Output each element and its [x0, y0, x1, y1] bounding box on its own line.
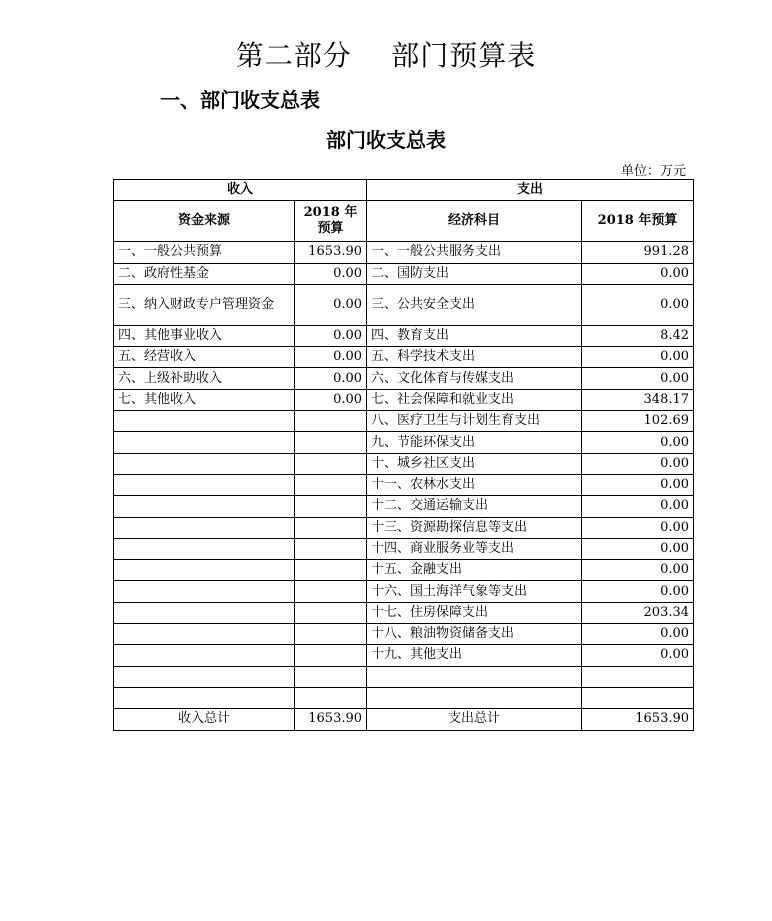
income-budget-cell — [295, 645, 367, 666]
income-source-cell — [114, 624, 295, 645]
expense-item-cell: 四、教育支出 — [367, 325, 582, 346]
expense-budget-cell: 991.28 — [582, 242, 694, 263]
income-budget-cell: 0.00 — [295, 325, 367, 346]
table-row — [114, 432, 694, 453]
income-budget-cell — [295, 432, 367, 453]
expense-budget-cell: 0.00 — [582, 560, 694, 581]
income-budget-cell — [295, 666, 367, 687]
income-source-cell — [114, 411, 295, 432]
expense-budget-cell: 0.00 — [582, 538, 694, 559]
expense-item-cell: 十七、住房保障支出 — [367, 602, 582, 623]
table-row — [114, 666, 694, 687]
table-row — [114, 581, 694, 602]
table-row — [114, 453, 694, 474]
table-row — [114, 645, 694, 666]
expense-item-cell: 八、医疗卫生与计划生育支出 — [367, 411, 582, 432]
expense-item-cell: 一、一般公共服务支出 — [367, 242, 582, 263]
expense-budget-cell: 0.00 — [582, 263, 694, 284]
table-row — [114, 624, 694, 645]
expense-item-cell: 十、城乡社区支出 — [367, 453, 582, 474]
expense-budget-cell: 8.42 — [582, 325, 694, 346]
table-row — [114, 411, 694, 432]
income-source-cell — [114, 432, 295, 453]
income-budget-cell: 0.00 — [295, 347, 367, 368]
income-source-cell — [114, 496, 295, 517]
income-budget-cell — [295, 687, 367, 708]
expense-item-cell: 十八、粮油物资储备支出 — [367, 624, 582, 645]
totals-row — [114, 709, 694, 730]
expense-budget-cell: 0.00 — [582, 624, 694, 645]
part-title: 第二部分 部门预算表 — [235, 39, 537, 72]
table-row — [114, 687, 694, 708]
income-source-cell: 六、上级补助收入 — [114, 368, 295, 389]
income-source-cell — [114, 517, 295, 538]
expense-item-cell: 三、公共安全支出 — [367, 284, 582, 325]
income-budget-cell: 0.00 — [295, 368, 367, 389]
income-source-header: 资金来源 — [114, 201, 295, 242]
expense-total-value: 1653.90 — [582, 709, 694, 730]
expense-item-cell: 七、社会保障和就业支出 — [367, 389, 582, 410]
income-source-cell — [114, 666, 295, 687]
income-total-value: 1653.90 — [295, 709, 367, 730]
income-budget-cell: 0.00 — [295, 389, 367, 410]
expense-item-cell: 五、科学技术支出 — [367, 347, 582, 368]
table-row — [114, 325, 694, 346]
table-row — [114, 242, 694, 263]
expense-budget-cell: 0.00 — [582, 645, 694, 666]
income-source-cell — [114, 560, 295, 581]
expense-budget-cell — [582, 666, 694, 687]
table-row — [114, 560, 694, 581]
income-budget-cell — [295, 581, 367, 602]
income-budget-cell: 1653.90 — [295, 242, 367, 263]
expense-budget-cell: 203.34 — [582, 602, 694, 623]
expense-item-cell: 六、文化体育与传媒支出 — [367, 368, 582, 389]
income-source-cell — [114, 645, 295, 666]
expense-item-cell: 十五、金融支出 — [367, 560, 582, 581]
income-source-cell — [114, 602, 295, 623]
table-title: 部门收支总表 — [326, 128, 446, 152]
budget-table — [113, 179, 694, 731]
expense-item-cell — [367, 687, 582, 708]
expense-budget-cell: 0.00 — [582, 284, 694, 325]
income-budget-cell: 0.00 — [295, 284, 367, 325]
income-source-cell: 四、其他事业收入 — [114, 325, 295, 346]
expense-item-cell: 十九、其他支出 — [367, 645, 582, 666]
expense-budget-header: 2018 年预算 — [582, 201, 694, 242]
table-row — [114, 474, 694, 495]
expense-item-cell: 二、国防支出 — [367, 263, 582, 284]
income-source-cell — [114, 453, 295, 474]
expense-item-cell: 十一、农林水支出 — [367, 474, 582, 495]
income-budget-cell — [295, 496, 367, 517]
table-body — [114, 242, 694, 709]
income-budget-cell — [295, 560, 367, 581]
expense-item-cell: 十四、商业服务业等支出 — [367, 538, 582, 559]
income-budget-cell: 0.00 — [295, 263, 367, 284]
table-row — [114, 517, 694, 538]
expense-budget-cell: 0.00 — [582, 347, 694, 368]
expense-budget-cell: 348.17 — [582, 389, 694, 410]
income-budget-cell — [295, 538, 367, 559]
income-budget-cell — [295, 453, 367, 474]
income-total-label: 收入总计 — [114, 709, 295, 730]
expense-budget-cell: 0.00 — [582, 474, 694, 495]
income-source-cell: 一、一般公共预算 — [114, 242, 295, 263]
expense-budget-cell: 0.00 — [582, 368, 694, 389]
unit-label: 单位：万元 — [620, 164, 686, 179]
expense-budget-cell: 0.00 — [582, 453, 694, 474]
income-source-cell — [114, 581, 295, 602]
expense-budget-cell: 0.00 — [582, 432, 694, 453]
table-row — [114, 496, 694, 517]
income-budget-header: 2018 年预算 — [295, 201, 367, 242]
expense-total-label: 支出总计 — [367, 709, 582, 730]
expense-item-header: 经济科目 — [367, 201, 582, 242]
expense-item-cell: 十三、资源勘探信息等支出 — [367, 517, 582, 538]
income-source-cell — [114, 687, 295, 708]
table-row — [114, 368, 694, 389]
section-title: 一、部门收支总表 — [160, 88, 320, 112]
income-source-cell: 七、其他收入 — [114, 389, 295, 410]
table-row — [114, 538, 694, 559]
expense-budget-cell: 0.00 — [582, 517, 694, 538]
table-row — [114, 602, 694, 623]
income-budget-cell — [295, 517, 367, 538]
income-source-cell: 三、纳入财政专户管理资金 — [114, 284, 295, 325]
income-source-cell: 二、政府性基金 — [114, 263, 295, 284]
income-source-cell — [114, 474, 295, 495]
income-header: 收入 — [114, 180, 367, 201]
expense-budget-cell: 0.00 — [582, 496, 694, 517]
table-row — [114, 284, 694, 325]
expense-header: 支出 — [367, 180, 694, 201]
expense-budget-cell — [582, 687, 694, 708]
income-source-cell: 五、经营收入 — [114, 347, 295, 368]
income-budget-cell — [295, 474, 367, 495]
income-source-cell — [114, 538, 295, 559]
income-budget-cell — [295, 411, 367, 432]
expense-item-cell: 九、节能环保支出 — [367, 432, 582, 453]
income-budget-cell — [295, 602, 367, 623]
expense-budget-cell: 0.00 — [582, 581, 694, 602]
expense-item-cell: 十六、国土海洋气象等支出 — [367, 581, 582, 602]
expense-item-cell: 十二、交通运输支出 — [367, 496, 582, 517]
table-row — [114, 389, 694, 410]
table-row — [114, 263, 694, 284]
expense-budget-cell: 102.69 — [582, 411, 694, 432]
income-budget-cell — [295, 624, 367, 645]
table-row — [114, 347, 694, 368]
expense-item-cell — [367, 666, 582, 687]
